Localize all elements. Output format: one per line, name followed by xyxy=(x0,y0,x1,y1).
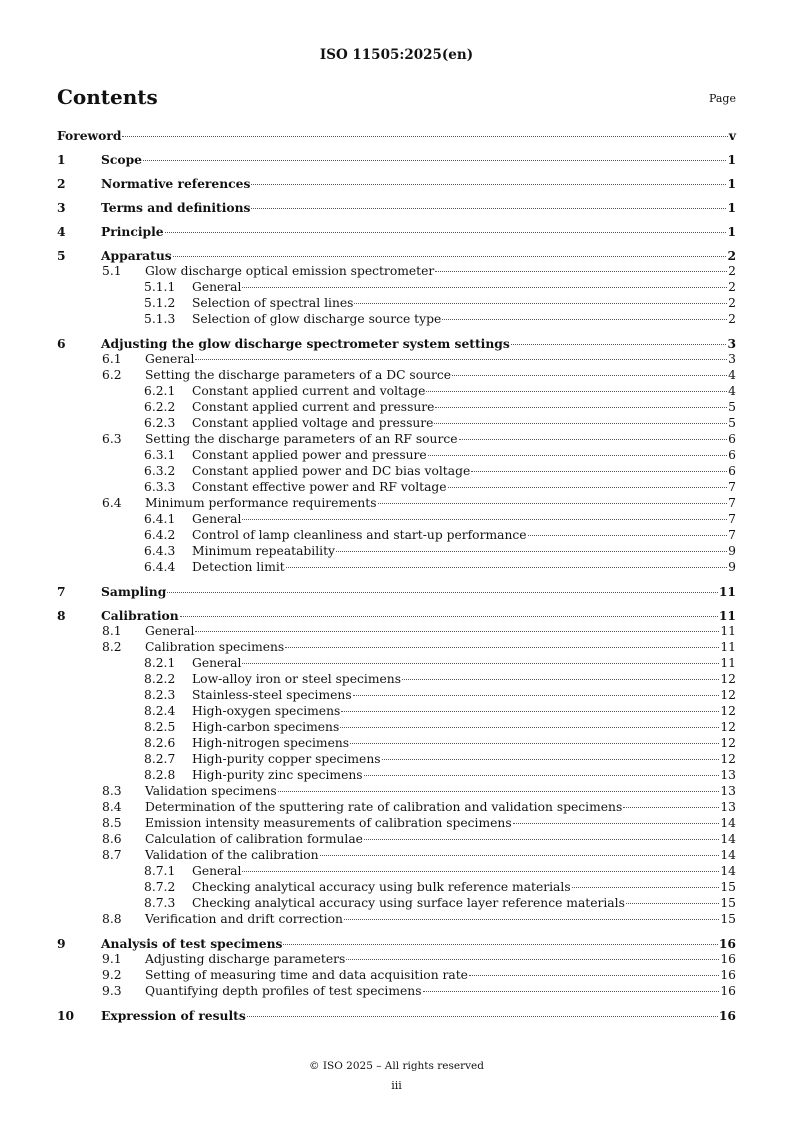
toc-entry-page[interactable]: 12 xyxy=(720,736,736,750)
toc-entry-title[interactable]: Calibration xyxy=(101,608,179,623)
toc-entry[interactable] xyxy=(57,176,736,192)
toc-entry-title[interactable]: Calibration specimens xyxy=(145,640,285,654)
toc-entry[interactable] xyxy=(57,544,736,560)
toc-dot-leader xyxy=(442,319,727,320)
toc-dot-leader xyxy=(341,711,719,712)
toc-entry-title[interactable]: Selection of glow discharge source type xyxy=(192,312,442,326)
toc-entry-page[interactable]: 2 xyxy=(728,296,736,310)
toc-entry[interactable] xyxy=(57,984,736,1000)
toc-entry[interactable] xyxy=(57,296,736,312)
toc-entry-title[interactable]: High-nitrogen specimens xyxy=(192,736,350,750)
toc-entry-title[interactable]: Checking analytical accuracy using surface layer reference materials xyxy=(192,896,625,910)
toc-dot-leader xyxy=(165,232,727,233)
toc-entry[interactable] xyxy=(57,848,736,864)
toc-entry-page[interactable]: 4 xyxy=(728,384,736,398)
toc-entry-number: 1 xyxy=(57,152,66,167)
toc-entry-number: 8.7.3 xyxy=(144,896,176,910)
toc-dot-leader xyxy=(402,679,719,680)
toc-dot-leader xyxy=(336,551,727,552)
toc-entry[interactable] xyxy=(57,280,736,296)
toc-dot-leader xyxy=(340,727,719,728)
toc-entry-page[interactable]: 16 xyxy=(720,984,736,998)
toc-entry-title[interactable]: Setting of measuring time and data acquisition rate xyxy=(145,968,468,982)
toc-entry-number: 5.1 xyxy=(102,264,122,278)
toc-entry-page[interactable]: 12 xyxy=(720,688,736,702)
toc-dot-leader xyxy=(469,975,719,976)
toc-entry[interactable] xyxy=(57,584,736,600)
toc-dot-leader xyxy=(435,407,727,408)
toc-entry-page[interactable]: 15 xyxy=(720,896,736,910)
toc-entry-number: 6.2.1 xyxy=(144,384,176,398)
toc-entry[interactable] xyxy=(57,336,736,352)
toc-entry-title[interactable]: General xyxy=(192,280,242,294)
toc-entry[interactable] xyxy=(57,800,736,816)
toc-entry-title[interactable]: Minimum performance requirements xyxy=(145,496,377,510)
toc-dot-leader xyxy=(242,287,727,288)
toc-dot-leader xyxy=(285,647,719,648)
toc-entry-page[interactable]: 6 xyxy=(728,432,736,446)
toc-entry[interactable] xyxy=(57,880,736,896)
toc-entry-title[interactable]: Quantifying depth profiles of test specimens xyxy=(145,984,422,998)
toc-entry[interactable] xyxy=(57,688,736,704)
toc-entry-page[interactable]: 12 xyxy=(720,672,736,686)
toc-entry-number: 8.2 xyxy=(102,640,122,654)
toc-entry[interactable] xyxy=(57,672,736,688)
toc-entry-number: 8 xyxy=(57,608,66,623)
toc-dot-leader xyxy=(364,775,720,776)
toc-entry-number: 5.1.3 xyxy=(144,312,176,326)
toc-entry-page[interactable]: 14 xyxy=(720,832,736,846)
toc-entry-title[interactable]: Stainless-steel specimens xyxy=(192,688,352,702)
toc-entry-title[interactable]: Principle xyxy=(101,224,164,239)
toc-entry-title[interactable]: Control of lamp cleanliness and start-up performance xyxy=(192,528,527,542)
toc-dot-leader xyxy=(167,592,718,593)
toc-entry-page[interactable]: 7 xyxy=(728,528,736,542)
toc-entry-number: 6.3.1 xyxy=(144,448,176,462)
toc-entry-number: 6.2 xyxy=(102,368,122,382)
toc-entry-page[interactable]: 3 xyxy=(727,336,736,351)
toc-dot-leader xyxy=(353,695,720,696)
toc-dot-leader xyxy=(423,991,720,992)
toc-dot-leader xyxy=(251,184,726,185)
toc-entry-page[interactable]: 11 xyxy=(718,584,736,599)
toc-entry-page[interactable]: 7 xyxy=(728,496,736,510)
toc-entry-title[interactable]: Expression of results xyxy=(101,1008,246,1023)
toc-entry-number: 8.5 xyxy=(102,816,122,830)
toc-entry-title[interactable]: Setting the discharge parameters of a DC source xyxy=(145,368,452,382)
toc-entry-number: 5.1.2 xyxy=(144,296,176,310)
toc-entry-number: 8.2.2 xyxy=(144,672,176,686)
toc-dot-leader xyxy=(626,903,719,904)
toc-entry-number: 6.4.4 xyxy=(144,560,176,574)
toc-entry-number: 8.2.4 xyxy=(144,704,176,718)
toc-entry-title[interactable]: Selection of spectral lines xyxy=(192,296,354,310)
toc-entry-title[interactable]: Constant applied power and pressure xyxy=(192,448,427,462)
toc-entry[interactable] xyxy=(57,560,736,576)
toc-entry-page[interactable]: 14 xyxy=(720,816,736,830)
toc-entry-page[interactable]: 16 xyxy=(718,1008,736,1023)
toc-entry-title[interactable]: Terms and definitions xyxy=(101,200,251,215)
toc-entry-title[interactable]: Adjusting discharge parameters xyxy=(145,952,346,966)
toc-entry-page[interactable]: 16 xyxy=(720,952,736,966)
footer-page-number: iii xyxy=(391,1079,402,1092)
toc-entry-number: 5 xyxy=(57,248,66,263)
toc-entry-number: 8.4 xyxy=(102,800,122,814)
toc-entry-page[interactable]: 5 xyxy=(728,400,736,414)
toc-dot-leader xyxy=(572,887,720,888)
toc-entry[interactable] xyxy=(57,912,736,928)
toc-entry-number: 10 xyxy=(57,1008,75,1023)
toc-dot-leader xyxy=(354,303,727,304)
toc-entry-title[interactable]: High-oxygen specimens xyxy=(192,704,341,718)
toc-entry-number: 8.6 xyxy=(102,832,122,846)
toc-entry-number: 9.1 xyxy=(102,952,122,966)
toc-entry-title[interactable]: Glow discharge optical emission spectrometer xyxy=(145,264,435,278)
toc-entry-title[interactable]: General xyxy=(192,864,242,878)
toc-entry-title[interactable]: Analysis of test specimens xyxy=(101,936,283,951)
toc-entry-number: 5.1.1 xyxy=(144,280,176,294)
toc-entry[interactable] xyxy=(57,400,736,416)
toc-entry-number: 6.4.2 xyxy=(144,528,176,542)
toc-entry-page[interactable]: 12 xyxy=(720,704,736,718)
toc-entry-title[interactable]: Minimum repeatability xyxy=(192,544,335,558)
footer-copyright: © ISO 2025 – All rights reserved xyxy=(309,1060,484,1072)
contents-title: Contents xyxy=(57,85,158,109)
toc-entry-title[interactable]: High-purity copper specimens xyxy=(192,752,381,766)
toc-entry[interactable] xyxy=(57,200,736,216)
toc-entry-page[interactable]: 15 xyxy=(720,912,736,926)
toc-entry[interactable] xyxy=(57,128,736,144)
toc-entry[interactable] xyxy=(57,352,736,368)
toc-entry[interactable] xyxy=(57,432,736,448)
toc-dot-leader xyxy=(448,487,728,488)
toc-entry[interactable] xyxy=(57,816,736,832)
toc-entry[interactable] xyxy=(57,264,736,280)
toc-entry-page[interactable]: 7 xyxy=(728,480,736,494)
toc-dot-leader xyxy=(320,855,720,856)
toc-entry[interactable] xyxy=(57,312,736,328)
toc-entry-page[interactable]: 4 xyxy=(728,368,736,382)
toc-entry-title[interactable]: Verification and drift correction xyxy=(145,912,343,926)
toc-entry-number: 9.3 xyxy=(102,984,122,998)
toc-entry[interactable] xyxy=(57,640,736,656)
toc-entry-number: 8.2.7 xyxy=(144,752,176,766)
toc-entry[interactable] xyxy=(57,464,736,480)
toc-entry-page[interactable]: 11 xyxy=(720,656,736,670)
toc-entry-number: 6.4.1 xyxy=(144,512,176,526)
toc-entry-number: 6 xyxy=(57,336,66,351)
toc-dot-leader xyxy=(173,256,727,257)
toc-dot-leader xyxy=(346,959,719,960)
toc-entry[interactable] xyxy=(57,864,736,880)
toc-dot-leader xyxy=(435,271,727,272)
toc-entry-page[interactable]: 6 xyxy=(728,464,736,478)
toc-entry[interactable] xyxy=(57,608,736,624)
toc-entry-number: 8.2.8 xyxy=(144,768,176,782)
toc-entry-number: 8.2.1 xyxy=(144,656,176,670)
toc-entry-title[interactable]: High-purity zinc specimens xyxy=(192,768,363,782)
toc-dot-leader xyxy=(195,631,719,632)
toc-entry-page[interactable]: 1 xyxy=(727,200,736,215)
toc-entry-title[interactable]: Emission intensity measurements of calibration specimens xyxy=(145,816,512,830)
toc-entry-page[interactable]: 14 xyxy=(720,864,736,878)
toc-entry[interactable] xyxy=(57,448,736,464)
toc-entry-number: 8.2.6 xyxy=(144,736,176,750)
toc-entry-page[interactable]: 13 xyxy=(720,768,736,782)
toc-entry[interactable] xyxy=(57,384,736,400)
toc-entry-title[interactable]: Determination of the sputtering rate of calibration and validation specimens xyxy=(145,800,623,814)
toc-dot-leader xyxy=(180,616,718,617)
toc-entry-title[interactable]: Foreword xyxy=(57,128,122,143)
toc-dot-leader xyxy=(528,535,728,536)
toc-dot-leader xyxy=(251,208,726,209)
toc-entry-title[interactable]: Scope xyxy=(101,152,142,167)
toc-entry-title[interactable]: Constant applied voltage and pressure xyxy=(192,416,434,430)
toc-dot-leader xyxy=(382,759,720,760)
toc-entry-number: 8.2.3 xyxy=(144,688,176,702)
toc-entry[interactable] xyxy=(57,496,736,512)
toc-dot-leader xyxy=(122,136,727,137)
toc-dot-leader xyxy=(283,944,717,945)
toc-entry[interactable] xyxy=(57,224,736,240)
toc-dot-leader xyxy=(378,503,728,504)
toc-entry-page[interactable]: 2 xyxy=(728,280,736,294)
toc-entry-number: 6.3 xyxy=(102,432,122,446)
toc-entry-number: 8.7.1 xyxy=(144,864,176,878)
toc-dot-leader xyxy=(350,743,719,744)
toc-entry[interactable] xyxy=(57,528,736,544)
toc-entry[interactable] xyxy=(57,784,736,800)
toc-entry-page[interactable]: 16 xyxy=(720,968,736,982)
toc-dot-leader xyxy=(623,807,719,808)
toc-dot-leader xyxy=(364,839,719,840)
toc-entry-number: 6.3.2 xyxy=(144,464,176,478)
toc-entry-page[interactable]: 11 xyxy=(718,608,736,623)
toc-entry-title[interactable]: Constant applied current and voltage xyxy=(192,384,426,398)
toc-dot-leader xyxy=(513,823,720,824)
toc-dot-leader xyxy=(286,567,727,568)
toc-entry[interactable] xyxy=(57,704,736,720)
toc-entry-page[interactable]: 13 xyxy=(720,800,736,814)
toc-entry-number: 9 xyxy=(57,936,66,951)
table-of-contents xyxy=(57,128,736,1024)
toc-dot-leader xyxy=(242,663,719,664)
toc-entry[interactable] xyxy=(57,480,736,496)
toc-entry[interactable] xyxy=(57,624,736,640)
toc-entry-title[interactable]: Detection limit xyxy=(192,560,285,574)
toc-entry[interactable] xyxy=(57,768,736,784)
toc-entry-number: 6.1 xyxy=(102,352,122,366)
toc-entry[interactable] xyxy=(57,936,736,952)
toc-entry-title[interactable]: Checking analytical accuracy using bulk reference materials xyxy=(192,880,571,894)
toc-entry-page[interactable]: 9 xyxy=(728,544,736,558)
toc-entry-title[interactable]: Validation of the calibration xyxy=(145,848,319,862)
toc-entry-number: 2 xyxy=(57,176,66,191)
toc-entry-page[interactable]: 13 xyxy=(720,784,736,798)
toc-entry-title[interactable]: Validation specimens xyxy=(145,784,277,798)
toc-entry-number: 8.7.2 xyxy=(144,880,176,894)
toc-entry-page[interactable]: 5 xyxy=(728,416,736,430)
toc-entry-number: 6.2.2 xyxy=(144,400,176,414)
toc-entry-page[interactable]: 2 xyxy=(728,312,736,326)
toc-entry-page[interactable]: 14 xyxy=(720,848,736,862)
toc-entry-page[interactable]: 9 xyxy=(728,560,736,574)
toc-entry[interactable] xyxy=(57,152,736,168)
toc-entry-page[interactable]: 6 xyxy=(728,448,736,462)
toc-entry-title[interactable]: Low-alloy iron or steel specimens xyxy=(192,672,402,686)
toc-entry-title[interactable]: General xyxy=(145,352,195,366)
toc-entry-number: 6.4.3 xyxy=(144,544,176,558)
toc-entry-page[interactable]: 11 xyxy=(720,640,736,654)
toc-entry-page[interactable]: 12 xyxy=(720,720,736,734)
toc-entry-number: 4 xyxy=(57,224,66,239)
toc-entry-number: 8.8 xyxy=(102,912,122,926)
toc-entry-page[interactable]: 15 xyxy=(720,880,736,894)
toc-entry-page[interactable]: 1 xyxy=(727,224,736,239)
toc-entry-number: 8.1 xyxy=(102,624,122,638)
toc-entry-title[interactable]: Apparatus xyxy=(101,248,172,263)
toc-dot-leader xyxy=(459,439,728,440)
toc-entry-title[interactable]: General xyxy=(192,512,242,526)
toc-entry-page[interactable]: v xyxy=(728,128,736,143)
toc-entry-title[interactable]: Setting the discharge parameters of an RF source xyxy=(145,432,458,446)
toc-entry[interactable] xyxy=(57,952,736,968)
toc-entry-number: 6.3.3 xyxy=(144,480,176,494)
toc-entry[interactable] xyxy=(57,368,736,384)
toc-entry-title[interactable]: Constant effective power and RF voltage xyxy=(192,480,447,494)
toc-dot-leader xyxy=(426,391,727,392)
toc-entry-page[interactable]: 7 xyxy=(728,512,736,526)
toc-dot-leader xyxy=(242,519,727,520)
toc-entry[interactable] xyxy=(57,736,736,752)
toc-dot-leader xyxy=(511,344,727,345)
toc-entry-page[interactable]: 1 xyxy=(727,176,736,191)
toc-dot-leader xyxy=(278,791,720,792)
toc-entry-title[interactable]: General xyxy=(192,656,242,670)
toc-dot-leader xyxy=(143,160,726,161)
toc-entry[interactable] xyxy=(57,656,736,672)
toc-entry-number: 3 xyxy=(57,200,66,215)
toc-dot-leader xyxy=(434,423,727,424)
toc-dot-leader xyxy=(195,359,727,360)
toc-entry-title[interactable]: Constant applied power and DC bias voltage xyxy=(192,464,471,478)
toc-entry[interactable] xyxy=(57,512,736,528)
document-header: ISO 11505:2025(en) xyxy=(319,47,474,63)
toc-entry[interactable] xyxy=(57,1008,736,1024)
toc-entry-number: 9.2 xyxy=(102,968,122,982)
toc-entry-page[interactable]: 2 xyxy=(727,248,736,263)
toc-entry[interactable] xyxy=(57,752,736,768)
toc-entry-number: 8.2.5 xyxy=(144,720,176,734)
page-column-label: Page xyxy=(708,92,736,105)
toc-entry-title[interactable]: General xyxy=(145,624,195,638)
toc-entry[interactable] xyxy=(57,968,736,984)
toc-entry-page[interactable]: 2 xyxy=(728,264,736,278)
toc-entry-number: 6.2.3 xyxy=(144,416,176,430)
toc-entry-title[interactable]: Sampling xyxy=(101,584,167,599)
toc-entry-title[interactable]: High-carbon specimens xyxy=(192,720,340,734)
toc-entry-page[interactable]: 16 xyxy=(718,936,736,951)
toc-entry[interactable] xyxy=(57,832,736,848)
toc-entry-page[interactable]: 1 xyxy=(727,152,736,167)
toc-entry-page[interactable]: 11 xyxy=(720,624,736,638)
toc-entry[interactable] xyxy=(57,416,736,432)
toc-entry[interactable] xyxy=(57,720,736,736)
toc-entry-page[interactable]: 3 xyxy=(728,352,736,366)
toc-entry-number: 8.7 xyxy=(102,848,122,862)
toc-dot-leader xyxy=(242,871,719,872)
toc-dot-leader xyxy=(428,455,727,456)
toc-entry-number: 8.3 xyxy=(102,784,122,798)
toc-entry-title[interactable]: Calculation of calibration formulae xyxy=(145,832,363,846)
toc-entry-number: 7 xyxy=(57,584,66,599)
toc-dot-leader xyxy=(247,1016,718,1017)
toc-entry[interactable] xyxy=(57,248,736,264)
toc-dot-leader xyxy=(452,375,727,376)
toc-entry-title[interactable]: Constant applied current and pressure xyxy=(192,400,435,414)
toc-entry-page[interactable]: 12 xyxy=(720,752,736,766)
toc-entry[interactable] xyxy=(57,896,736,912)
toc-entry-title[interactable]: Normative references xyxy=(101,176,251,191)
toc-entry-title[interactable]: Adjusting the glow discharge spectrometer system settings xyxy=(101,336,510,351)
toc-dot-leader xyxy=(344,919,719,920)
toc-entry-number: 6.4 xyxy=(102,496,122,510)
toc-dot-leader xyxy=(471,471,727,472)
